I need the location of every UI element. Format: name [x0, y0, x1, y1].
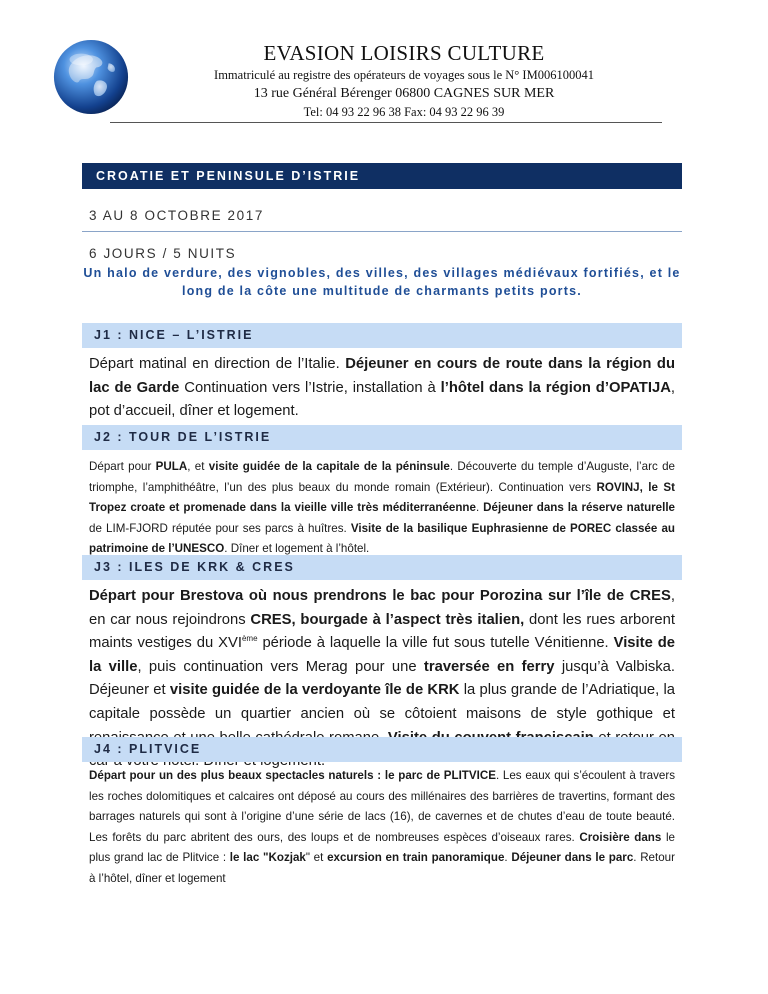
company-name: EVASION LOISIRS CULTURE — [263, 41, 545, 65]
company-phone-fax: Tel: 04 93 22 96 38 Fax: 04 93 22 96 39 — [303, 105, 505, 119]
highlight-text: visite guidée de la verdoyante île de KRK — [169, 682, 460, 699]
trip-tagline: Un halo de verdure, des vignobles, des villes, des villages médiévaux fortifiés, et le long de la côte une multitude de charmants petits ports. — [83, 266, 681, 298]
day-1-description — [89, 353, 675, 424]
superscript-text: ème — [241, 634, 258, 644]
highlight-text: Croisière dans — [579, 830, 662, 844]
letterhead — [0, 0, 768, 125]
dates-divider — [82, 231, 682, 232]
day-2-description — [89, 457, 675, 560]
body-text: Départ matinal en direction de l’Italie. — [89, 356, 346, 372]
highlight-text: l’hôtel dans la région d’OPATIJA — [440, 379, 671, 396]
highlight-text: Déjeuner dans la réserve naturelle — [483, 501, 676, 515]
highlight-text: Départ pour Brestova où nous prendrons le bac pour Porozina sur l’île de CRES — [89, 588, 671, 604]
highlight-text: PULA — [155, 460, 188, 473]
day-3-header: J3 : ILES DE KRK & CRES — [82, 555, 682, 580]
highlight-text: visite guidée de la capitale de la péninsule — [208, 460, 450, 473]
highlight-text: Déjeuner en cours de route dans la région du lac de Garde — [89, 356, 675, 396]
highlight-text: Déjeuner dans le parc — [511, 851, 634, 865]
body-text: , en car nous rejoindrons — [89, 588, 675, 628]
company-registration: Immatriculé au registre des opérateurs de voyages sous le N° IM006100041 — [214, 68, 594, 82]
body-text: . Retour à l’hôtel, dîner et logement — [89, 851, 675, 885]
body-text: le plus grand lac de Plitvice : — [89, 830, 676, 865]
body-text: . — [475, 501, 484, 515]
body-text: . Découverte du temple d’Auguste, l’arc de triomphe, l’amphithéâtre, l’un des plus beaux du monde romain (Extérieur). Continuation vers — [89, 460, 675, 494]
body-text: , puis continuation vers Merag pour une — [137, 658, 424, 675]
body-text: période à laquelle la ville fut sous tutelle Vénitienne. — [257, 635, 614, 652]
trip-title-banner: CROATIE ET PENINSULE D’ISTRIE — [82, 163, 682, 189]
highlight-text: Visite de la ville — [89, 635, 675, 675]
trip-duration: 6 JOURS / 5 NUITS — [89, 246, 237, 261]
header-divider — [110, 122, 662, 123]
highlight-text: CRES, bourgade à l’aspect très italien, — [250, 611, 525, 628]
day-4-description — [89, 766, 675, 890]
highlight-text: le lac "Kozjak — [229, 851, 306, 865]
body-text: , pot d’accueil, dîner et logement. — [89, 379, 676, 420]
body-text: . Les eaux qui s’écoulent à travers les roches dolomitiques et calcaires ont déposé au cours des millénaires des barrières de travertins, formant des barrages naturels qui sont à l’origine d’une série de lacs (16), de cavernes et de chutes d’eau de toute beauté. Les forêts du parc abritent des ours, des loups et de nombreuses espèces d’oiseaux rares. — [89, 769, 675, 844]
body-text: la plus grande de l’Adriatique, la capitale possède un quartier ancien où se côtoient maisons de style gothique et — [89, 682, 675, 722]
day-1-header: J1 : NICE – L’ISTRIE — [82, 323, 682, 348]
body-text: Départ pour — [89, 460, 156, 473]
body-text: . Dîner et logement à l’hôtel. — [224, 542, 370, 556]
company-address: 13 rue Général Bérenger 06800 CAGNES SUR MER — [253, 86, 555, 101]
body-text: dont les rues arborent maints vestiges du XVI — [89, 611, 675, 652]
body-text: " et — [305, 851, 328, 865]
body-text: . — [504, 851, 512, 865]
highlight-text: traversée en ferry — [423, 658, 555, 675]
trip-dates: 3 AU 8 OCTOBRE 2017 — [89, 208, 264, 223]
day-4-header: J4 : PLITVICE — [82, 737, 682, 762]
body-text: jusqu’à Valbiska. Déjeuner et — [89, 658, 675, 699]
body-text: Continuation vers l’Istrie, installation à — [179, 379, 441, 396]
body-text: , et — [187, 460, 209, 473]
highlight-text: Départ pour un des plus beaux spectacles naturels : le parc de PLITVICE — [89, 769, 496, 782]
body-text: de LIM-FJORD réputée pour ses parcs à huîtres. — [89, 521, 351, 535]
day-2-header: J2 : TOUR DE L’ISTRIE — [82, 425, 682, 450]
highlight-text: excursion en train panoramique — [327, 851, 505, 865]
highlight-text: ROVINJ, le St Tropez croate et promenade dans la vieille ville très méditerranéenne — [89, 480, 675, 515]
highlight-text: Visite de la basilique Euphrasienne de POREC classée au patrimoine de l’UNESCO — [89, 521, 675, 556]
